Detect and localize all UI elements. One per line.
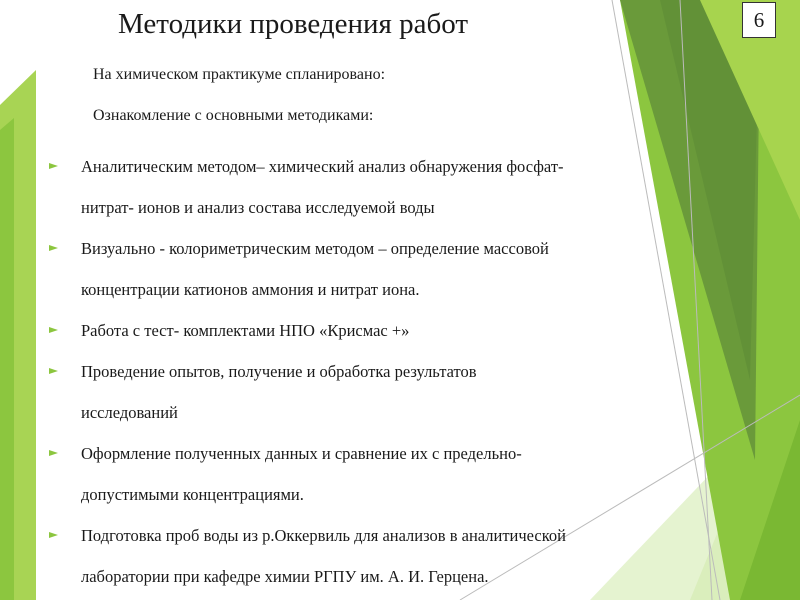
triangle-bullet-icon bbox=[49, 368, 58, 374]
page-number: 6 bbox=[742, 2, 776, 38]
triangle-bullet-icon bbox=[49, 450, 58, 456]
triangle-bullet-icon bbox=[49, 163, 58, 169]
bullet-text-line: нитрат- ионов и анализ состава исследуемой воды bbox=[81, 198, 435, 217]
bullet-text-line: лаборатории при кафедре химии РГПУ им. А. И. Герцена. bbox=[81, 567, 489, 586]
list-item bbox=[0, 433, 690, 515]
list-item bbox=[0, 310, 690, 351]
list-item bbox=[0, 351, 690, 433]
triangle-bullet-icon bbox=[49, 245, 58, 251]
bullet-text-line: Аналитическим методом– химический анализ обнаружения фосфат- bbox=[81, 157, 564, 176]
bullet-list bbox=[0, 146, 690, 597]
triangle-bullet-icon bbox=[49, 327, 58, 333]
list-item bbox=[0, 228, 690, 310]
bullet-text-line: исследований bbox=[81, 403, 178, 422]
bullet-text-line: Визуально - колориметрическим методом – определение массовой bbox=[81, 239, 549, 258]
bullet-text-line: Проведение опытов, получение и обработка результатов bbox=[81, 362, 477, 381]
bullet-text-line: Работа с тест- комплектами НПО «Крисмас +» bbox=[81, 321, 410, 340]
triangle-bullet-icon bbox=[49, 532, 58, 538]
bullet-text-line: допустимыми концентрациями. bbox=[81, 485, 304, 504]
intro-line-1: На химическом практикуме спланировано: bbox=[93, 66, 386, 83]
bullet-text-line: Подготовка проб воды из р.Оккервиль для анализов в аналитической bbox=[81, 526, 566, 545]
list-item bbox=[0, 515, 690, 597]
bullet-text-line: Оформление полученных данных и сравнение их с предельно- bbox=[81, 444, 522, 463]
bullet-text-line: концентрации катионов аммония и нитрат иона. bbox=[81, 280, 420, 299]
list-item bbox=[0, 146, 690, 228]
slide-title: Методики проведения работ bbox=[118, 8, 469, 40]
intro-line-2: Ознакомление с основными методиками: bbox=[93, 107, 374, 124]
